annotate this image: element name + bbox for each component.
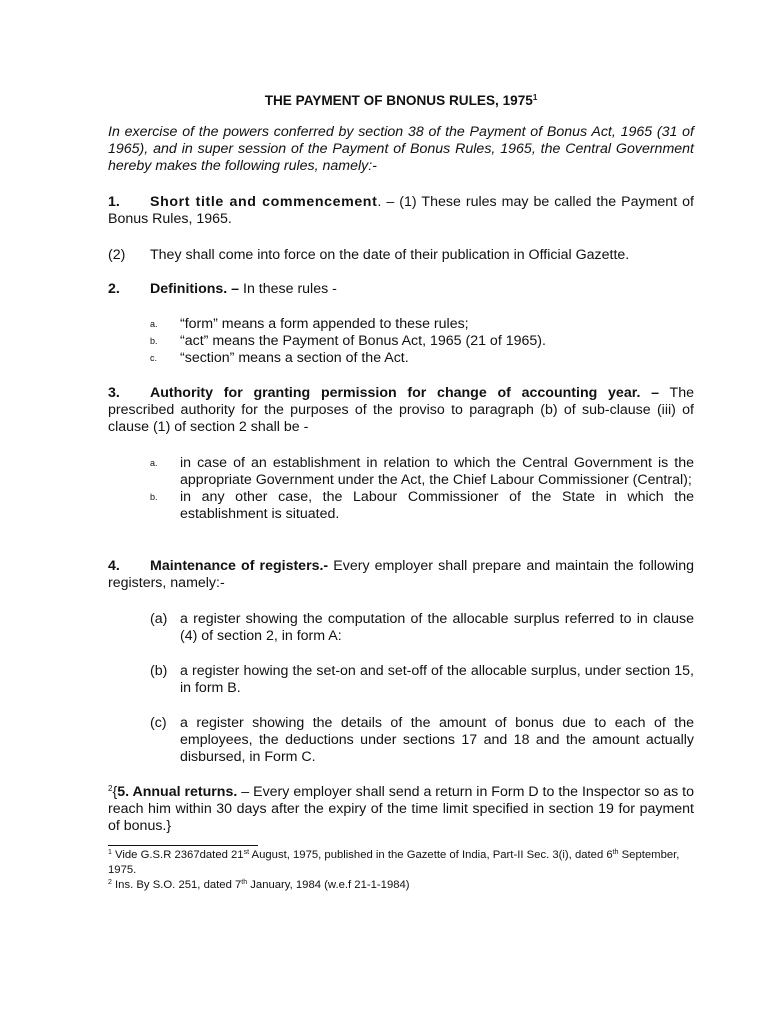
rule-1-sub2-number: (2) — [108, 247, 126, 263]
list-item: c. “section” means a section of the Act. — [150, 350, 409, 366]
rule-3-authority-list — [150, 455, 694, 523]
rule-5-text: – Every employer shall send a return in Form D to the Inspector so as to reach him within 30 days after the expiry of the time limit specified in section 19 for payment of bonus.} — [108, 784, 694, 834]
footnote-1: $^1$ Vide G.S.R 2367dated 21st August, 1975, published in the Gazette of India, Part-II Sec. 3(i), dated 6th September, 1975. — [108, 849, 680, 876]
rule-2 — [108, 281, 694, 298]
rule-1 — [108, 194, 694, 228]
footnotes — [108, 848, 694, 893]
list-item: a. “form” means a form appended to these rules; — [150, 316, 469, 332]
register-item-b: (b) a register howing the set-on and set-off of the allocable surplus, under section 15, in form B. — [150, 663, 694, 696]
rule-3-number: 3. — [108, 385, 120, 401]
rule-1-subsection-2 — [108, 247, 694, 264]
document-title: THE PAYMENT OF BNONUS RULES, 1975$^1$ — [264, 93, 538, 108]
register-item-a: (a) a register showing the computation of the allocable surplus referred to in clause (4) of section 2, in form A: — [150, 611, 694, 644]
footnote-2: $^2$ Ins. By S.O. 251, dated 7th January, 1984 (w.e.f 21-1-1984) — [108, 879, 410, 891]
rule-1-text: . – (1) These rules may be called the Payment of Bonus Rules, 1965. — [108, 194, 694, 227]
list-item: a. in case of an establishment in relation to which the Central Government is the appropriate Government under the Act, the Chief Labour Commissioner (Central); — [150, 455, 694, 488]
rule-5-brace: { — [112, 784, 118, 800]
rule-2-heading: Definitions. – — [150, 281, 240, 297]
register-item-c: (c) a register showing the details of the amount of bonus due to each of the employees, the deductions under sections 17 and 18 and the amount actually disbursed, in Form C. — [150, 715, 694, 765]
list-item: b. “act” means the Payment of Bonus Act, 1965 (21 of 1965). — [150, 333, 546, 349]
preamble: In exercise of the powers conferred by section 38 of the Payment of Bonus Act, 1965 (31 of 1965), and in super session of the Payment of Bonus Rules, 1965, the Central Government hereby makes the following rules, namely:- — [108, 124, 694, 174]
rule-4-number: 4. — [108, 558, 120, 574]
rule-5 — [108, 784, 694, 835]
rule-5-heading: 5. Annual returns. — [117, 784, 238, 800]
rule-2-text: In these rules - — [239, 281, 337, 297]
rule-3-text: The prescribed authority for the purposes of the proviso to paragraph (b) of sub-clause (iii) of clause (1) of section 2 shall be - — [108, 385, 694, 435]
rule-2-number: 2. — [108, 281, 120, 297]
rule-1-sub2-text: They shall come into force on the date of their publication in Official Gazette. — [150, 247, 630, 263]
rule-4-heading: Maintenance of registers.- — [150, 558, 329, 574]
rule-1-number: 1. — [108, 194, 120, 210]
rule-2-definitions-list — [150, 316, 694, 367]
title-footnote-ref: 1 — [532, 93, 538, 102]
footnote-separator — [108, 845, 258, 846]
rule-3-heading: Authority for granting permission for change of accounting year. – — [150, 385, 660, 401]
rule-4-text: Every employer shall prepare and maintain the following registers, namely:- — [108, 558, 694, 591]
rule-5-footnote-ref: 2 — [108, 784, 113, 793]
rule-3 — [108, 385, 694, 436]
rule-4 — [108, 558, 694, 592]
list-item: b. in any other case, the Labour Commissioner of the State in which the establishment is situated. — [150, 489, 694, 522]
rule-1-heading: Short title and commencement — [150, 194, 378, 210]
